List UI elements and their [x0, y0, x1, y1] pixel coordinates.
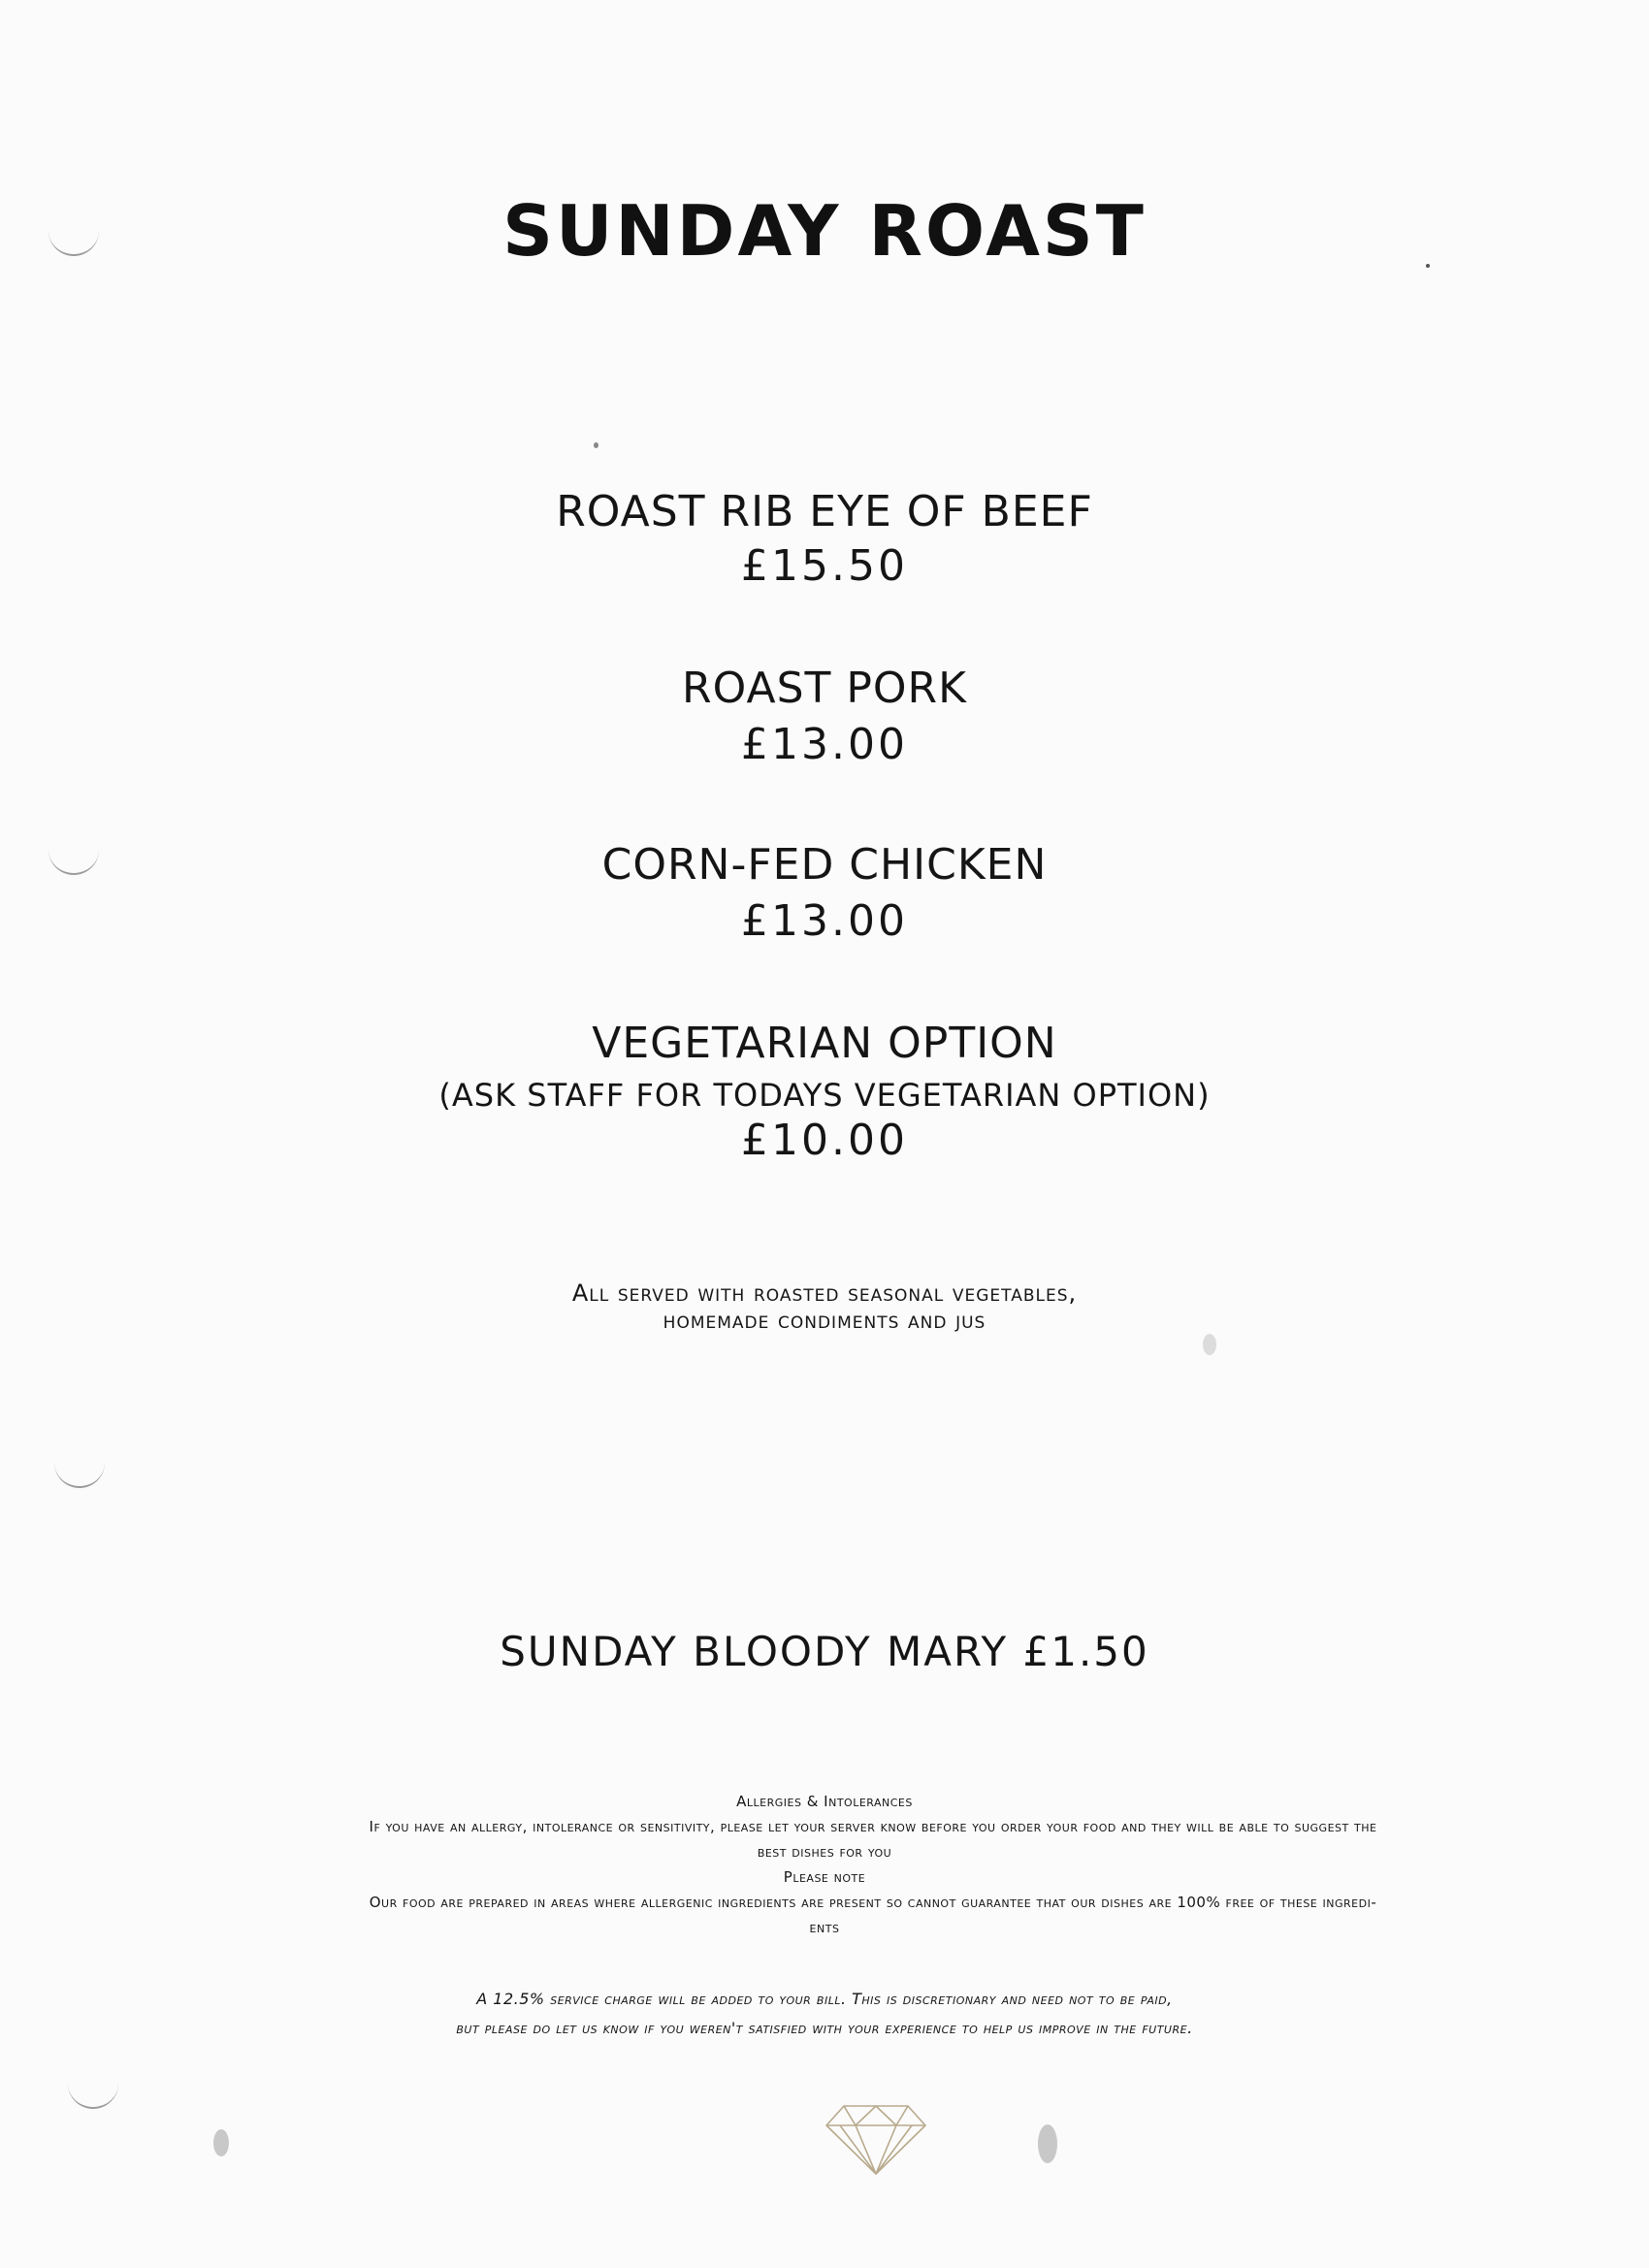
allergies-line-3: Our food are prepared in areas where allergenic ingredients are present so cannot guarantee that our dishes are 100% free of these ingredi-: [369, 1894, 1377, 1911]
scan-speck: [213, 2129, 229, 2156]
allergies-line-2: best dishes for you: [757, 1843, 892, 1861]
allergies-heading: Allergies & Intolerances: [736, 1793, 913, 1810]
dish-name-pork: ROAST PORK: [682, 664, 967, 713]
dish-note-vegetarian: (ASK STAFF FOR TODAYS VEGETARIAN OPTION): [438, 1077, 1211, 1114]
scan-speck: [1203, 1334, 1216, 1355]
scan-speck: [594, 442, 598, 448]
punch-hole-icon: [54, 1447, 105, 1488]
dish-price-pork: £13.00: [741, 720, 908, 769]
dish-name-chicken: CORN-FED CHICKEN: [601, 840, 1048, 890]
allergies-line-1: If you have an allergy, intolerance or sensitivity, please let your server know before you order your food and they will be able to suggest the: [369, 1818, 1377, 1835]
dish-name-beef: ROAST RIB EYE OF BEEF: [556, 487, 1093, 536]
allergies-line-4: ents: [809, 1919, 840, 1936]
scan-speck: [1038, 2124, 1057, 2163]
please-note-heading: Please note: [783, 1868, 866, 1886]
dish-price-beef: £15.50: [741, 541, 908, 591]
service-charge-line-1: A 12.5% service charge will be added to your bill. This is discretionary and need not to be paid,: [476, 1990, 1173, 2008]
dish-name-vegetarian: VEGETARIAN OPTION: [592, 1019, 1057, 1068]
punch-hole-icon: [68, 2068, 118, 2109]
drink-offer: SUNDAY BLOODY MARY £1.50: [500, 1628, 1149, 1675]
diamond-icon: [823, 2100, 929, 2178]
dish-price-chicken: £13.00: [741, 896, 908, 946]
page-title: SUNDAY ROAST: [502, 190, 1147, 272]
served-with-line-1: All served with roasted seasonal vegetables,: [571, 1280, 1078, 1307]
dish-price-vegetarian: £10.00: [741, 1116, 908, 1165]
service-charge-line-2: but please do let us know if you weren't satisfied with your experience to help us improve in the future.: [456, 2019, 1193, 2037]
served-with-line-2: homemade condiments and jus: [663, 1307, 986, 1334]
